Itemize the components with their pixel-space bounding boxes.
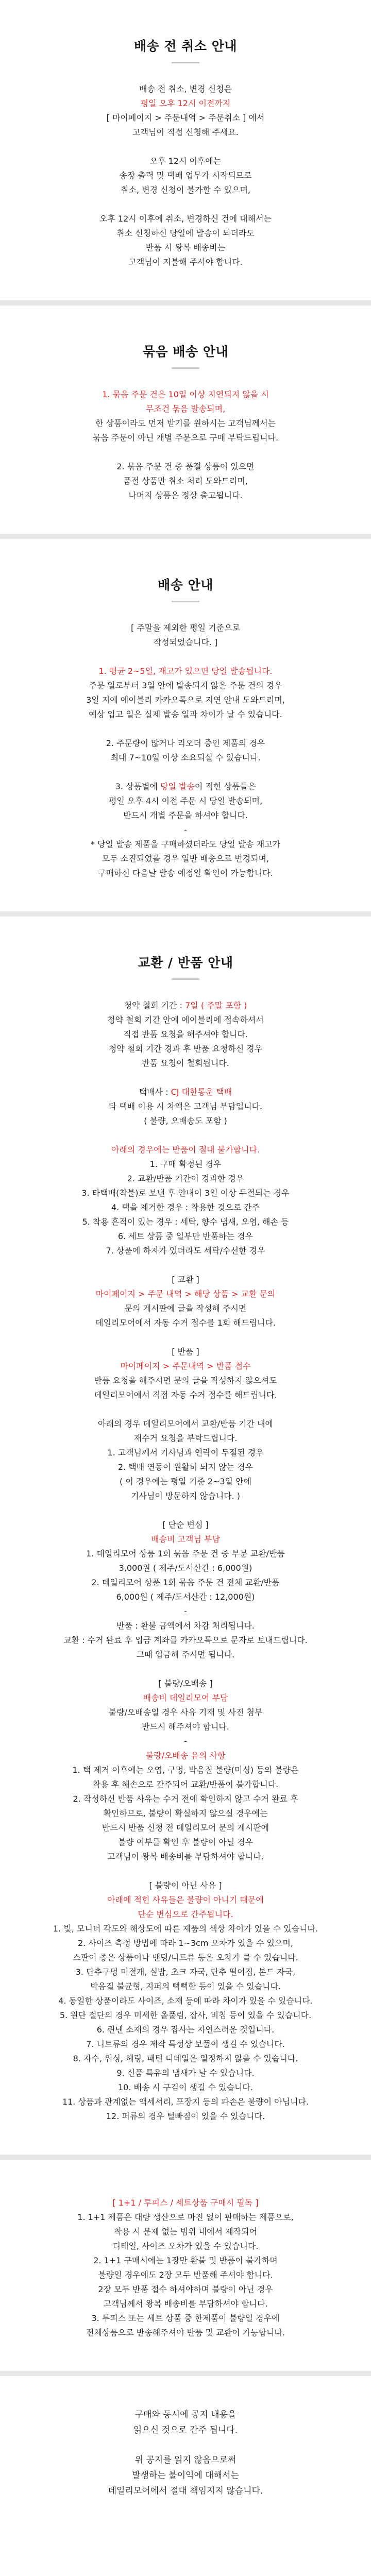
section-body-line: 배송비 데일리모어 부담 (143, 1693, 228, 1703)
section-body-line: 주문 일로부터 3일 안에 발송되지 않은 주문 건의 경우 (89, 681, 282, 690)
section-body-line: 6. 세트 상품 중 일부만 반품하는 경우 (117, 1231, 254, 1241)
section-body-line: 3. 상품별에 당일 발송이 적힌 상품들은 (115, 782, 256, 791)
section-body-line: 고객님이 왕복 배송비를 부담하셔야 합니다. (107, 1852, 264, 1861)
section-body-line: 불량/오배송 유의 사항 (145, 1751, 226, 1760)
section-body-line: 반품 요청을 해주시면 문의 글을 작성하지 않으셔도 (94, 1376, 277, 1385)
section-body-line (36, 1662, 335, 1676)
section-body-line: 한 상품이라도 먼저 받기를 원하시는 고객님께서는 (95, 418, 276, 428)
section-body-line: 7. 상품에 하자가 있더라도 세탁/수선한 경우 (106, 1246, 265, 1256)
section-body-line: 2. 작성하신 반품 사유는 수거 전에 확인하지 않고 수거 완료 후 (73, 1794, 298, 1804)
section-body-line: 반품 요청이 철회됩니다. (142, 1058, 229, 1068)
notice-section-s4 (0, 917, 371, 2155)
section-body-line: 배송비 고객님 부담 (151, 1534, 220, 1544)
section-body-line: 2. 묶음 주문 건 중 품절 상품이 있으면 (116, 462, 255, 471)
section-title: 배송 안내 (158, 578, 213, 592)
footer-line: 읽으신 것으로 간주 됩니다. (133, 2425, 238, 2435)
section-body-line: 12. 퍼류의 경우 털빠짐이 있을 수 있습니다. (106, 2111, 265, 2121)
section-body-line: 1. 평균 2~5일, 재고가 있으면 당일 발송됩니다. (98, 666, 273, 676)
section-body-line: 예상 입고 일은 실제 발송 일과 차이가 날 수 있습니다. (89, 709, 282, 719)
section-body-line (36, 1330, 335, 1345)
section-body-line: 4. 택을 제거한 경우 : 착용한 것으로 간주 (111, 1202, 260, 1212)
notice-section-s5 (0, 2160, 371, 2371)
section-body-line: 청약 철회 기간 : 7일 ( 주말 포함 ) (124, 1001, 247, 1010)
section-body-line: 착용 시 문제 없는 범위 내에서 제작되어 (114, 2227, 257, 2236)
section-body-line: [ 1+1 / 투피스 / 세트상품 구매시 필독 ] (112, 2198, 259, 2208)
section-body (0, 387, 371, 503)
section-body-line: 3. 단추구멍 미절개, 실밥, 초크 자국, 단추 떨어짐, 본드 자국, (75, 1967, 296, 1977)
section-body-line (36, 445, 335, 460)
section-body-line (36, 650, 335, 664)
section-body-line: 모두 소진되었을 경우 일반 배송으로 변경되며, (102, 854, 269, 863)
section-body-line: 청약 철회 기간 경과 후 반품 요청하신 경우 (108, 1044, 263, 1054)
section-body-line: 확인하므로, 불량이 확실하지 않으실 경우에는 (103, 1808, 268, 1818)
section-body-line: 반품 : 환불 금액에서 차감 처리됩니다. (116, 1621, 255, 1631)
section-body-line: 택배사 : CJ 대한통운 택배 (139, 1087, 232, 1097)
section-body-line: 2. 데일리모어 상품 1회 묶음 주문 건 전체 교환/반품 (91, 1578, 280, 1587)
section-body-line: 반드시 해주셔야 합니다. (142, 1722, 229, 1732)
section-body-line: 7. 니트류의 경우 제작 특성상 보풀이 생길 수 있습니다. (86, 2039, 285, 2049)
section-body-line: 3일 지에 에이블리 카카오톡으로 지연 안내 도와드리며, (86, 695, 285, 705)
section-body-line: 아래의 경우 데일리모어에서 교환/반품 기간 내에 (98, 1419, 273, 1429)
section-body-line: 고객님이 지불해 주셔야 합니다. (128, 257, 243, 267)
section-body-line: 평일 오후 12시 이전까지 (140, 98, 231, 108)
section-body-line: 마이페이지 > 주문내역 > 반품 접수 (120, 1361, 251, 1371)
section-body-line: 10. 배송 시 구김이 생길 수 있습니다. (118, 2082, 253, 2092)
section-title: 교환 / 반품 안내 (138, 955, 233, 970)
section-body-line (36, 1402, 335, 1417)
section-body-line: 오후 12시 이후에는 (149, 156, 222, 166)
section-body-line: 2. 주문량이 많거나 리오더 중인 제품의 경우 (106, 738, 265, 748)
section-divider (0, 534, 371, 539)
footer-notice (0, 2376, 371, 2530)
section-body-line: 착용 후 해손으로 간주되어 교환/반품이 불가합니다. (92, 1780, 279, 1789)
section-body-line: 기사님이 방문하지 않습니다. ) (130, 1491, 241, 1501)
section-divider (0, 911, 371, 917)
section-body-line: [ 주말을 제외한 평일 기준으로 (130, 623, 241, 633)
section-body-line: 고객님께서 왕복 배송비를 부담하셔야 합니다. (103, 2299, 268, 2309)
section-body (0, 998, 371, 2124)
section-body-line: 1. 고객님께서 기사님과 연락이 두절된 경우 (107, 1448, 264, 1458)
section-body-line: 불량일 경우에도 2장 모두 반품해 주셔야 합니다. (98, 2270, 273, 2280)
section-body-line: 6. 린넨 소재의 경우 잡사는 자연스러운 것입니다. (96, 2025, 275, 2035)
footer-line: 발생하는 불이익에 대해서는 (132, 2470, 239, 2481)
section-body-line (36, 1864, 335, 1878)
section-body-line (36, 197, 335, 212)
section-body-line: * 당일 발송 제품을 구매하셨더라도 당일 발송 재고가 (90, 839, 281, 849)
section-body-line: 8. 자수, 워싱, 헤링, 패턴 디테일은 일정하지 않을 수 있습니다. (73, 2054, 298, 2063)
section-body-line (36, 765, 335, 779)
footer-line: 구매와 동시에 공지 내용을 (134, 2410, 237, 2420)
title-underline (172, 367, 199, 369)
section-body-line: 청약 철회 기간 안에 에이블리에 접속하셔서 (107, 1015, 264, 1025)
section-body-line: 1. 데일리모어 상품 1회 묶음 주문 건 중 부분 교환/반품 (86, 1549, 285, 1558)
section-body-line: 교환 : 수거 완료 후 입금 계좌를 카카오톡으로 문자로 보내드립니다. (63, 1635, 308, 1645)
section-body-line: 2. 택배 연동이 원활히 되지 않는 경우 (117, 1462, 254, 1472)
section-body-line: 반드시 반품 신청 전 데일리모어 문의 게시판에 (102, 1823, 269, 1833)
section-body-line: 불량 여부를 확인 후 불량이 아닐 경우 (117, 1837, 254, 1847)
section-body-line: - (184, 1736, 187, 1746)
title-underline (172, 62, 199, 63)
title-underline (172, 601, 199, 602)
section-body-line: 1. 1+1 제품은 대량 생산으로 마진 없이 판매하는 제품으로, (77, 2212, 294, 2222)
section-title: 배송 전 취소 안내 (133, 39, 238, 54)
section-body-line (36, 722, 335, 736)
section-title: 묶음 배송 안내 (142, 344, 229, 359)
section-body-line: 타 택배 이용 시 차액은 고객님 부담입니다. (108, 1101, 263, 1111)
section-body-line: 6,000원 ( 제주/도서산간 : 12,000원) (116, 1592, 255, 1602)
section-divider (0, 2371, 371, 2376)
section-body-line: 1. 빛, 모니터 각도와 해상도에 따른 제품의 색상 차이가 있을 수 있습니다. (53, 1924, 318, 1934)
section-body-line: 2. 교환/반품 기간이 경과한 경우 (127, 1174, 244, 1183)
section-body-line: 5. 원단 절단의 경우 미세한 올풀림, 잡사, 비침 등이 있을 수 있습니다. (59, 2010, 312, 2020)
section-body-line: 취소 신청하신 당일에 발송이 되더라도 (116, 228, 255, 238)
section-body-line: 무조건 묶음 발송되며, (145, 404, 226, 414)
section-body-line: 배송 전 취소, 변경 신청은 (139, 84, 232, 94)
section-body-line: 2장 모두 반품 접수 하셔야하며 불량이 아닌 경우 (98, 2284, 273, 2294)
section-body (0, 621, 371, 880)
section-body-line: ( 이 경우에는 평일 기준 2~3일 안에 (120, 1477, 251, 1486)
section-body-line (36, 1258, 335, 1273)
section-body-line: 5. 착용 흔적이 있는 경우 : 세탁, 향수 냄새, 오염, 해손 등 (82, 1217, 289, 1227)
section-body-line: 최대 7~10일 이상 소요되실 수 있습니다. (110, 753, 261, 762)
section-body-line: 2. 사이즈 측정 방법에 따라 1~3cm 오차가 있을 수 있으며, (78, 1938, 293, 1948)
section-body-line: [ 단순 변심 ] (162, 1520, 209, 1530)
section-body-line: 9. 신품 특유의 냄새가 날 수 있습니다. (116, 2068, 255, 2078)
section-body-line: [ 반품 ] (172, 1347, 199, 1357)
section-body (0, 82, 371, 269)
section-body-line: 직접 반품 요청을 해주셔야 합니다. (123, 1029, 248, 1039)
section-body-line: - (184, 825, 187, 835)
section-body-line: 반드시 개별 주문을 하셔야 합니다. (123, 810, 248, 820)
section-body-line: 품절 상품만 취소 처리 도와드리며, (123, 476, 248, 486)
section-body-line: 그때 입금해 주시면 됩니다. (136, 1650, 235, 1659)
section-body-line (36, 1128, 335, 1143)
section-body-line: 2. 1+1 구매시에는 1장만 환불 및 반품이 불가하며 (93, 2256, 278, 2265)
section-body-line: - (184, 1606, 187, 1616)
section-body (0, 2196, 371, 2340)
section-body-line: 고객님이 직접 신청해 주세요. (132, 127, 239, 137)
notice-section-s2 (0, 306, 371, 534)
section-body-line: 아래의 경우에는 반품이 절대 불가합니다. (111, 1145, 260, 1155)
notice-section-s3 (0, 539, 371, 911)
section-divider (0, 300, 371, 306)
section-body-line: [ 교환 ] (172, 1275, 199, 1284)
section-body-line: 구매하신 다음날 발송 예정일 확인이 가능합니다. (98, 868, 273, 878)
section-body-line: 1. 택 제거 이후에는 오염, 구멍, 박음질 불량(미싱) 등의 불량은 (72, 1765, 299, 1775)
section-body-line: 데일리모어에서 직접 자동 수거 접수를 해드립니다. (94, 1390, 277, 1400)
section-divider (0, 2155, 371, 2160)
section-body-line: 박음질 불균형, 지퍼의 뻑뻑함 등이 있을 수 있습니다. (90, 1981, 281, 1991)
section-body-line: 문의 게시판에 글을 작성해 주시면 (124, 1303, 247, 1313)
section-body-line: 디테일, 사이즈 오차가 있을 수 있습니다. (112, 2241, 259, 2251)
section-body-line: 반품 시 왕복 배송비는 (145, 243, 226, 252)
section-body-line: 오후 12시 이후에 취소, 변경하신 건에 대해서는 (99, 214, 272, 224)
section-body-line: 전체상품으로 반송해주셔야 반품 및 교환이 가능합니다. (86, 2328, 285, 2337)
section-body-line: 스판이 좋은 상품이나 밴딩/니트류 등은 오차가 클 수 있습니다. (73, 1953, 298, 1962)
section-body-line: 재수거 요청을 부탁드립니다. (133, 1433, 238, 1443)
section-body-line (36, 1503, 335, 1518)
section-body-line: 4. 동일한 상품이라도 사이즈, 소재 등에 따라 차이가 있을 수 있습니다. (58, 1996, 313, 2006)
section-body-line: [ 불량이 아닌 사유 ] (149, 1880, 222, 1890)
footer-line: 위 공지를 읽지 않음으로써 (134, 2455, 237, 2465)
section-body-line: 작성되었습니다. ] (153, 637, 218, 647)
section-body-line: 아래에 적힌 사유들은 불량이 아니기 때문에 (107, 1895, 264, 1905)
section-body-line: 단순 변심으로 간주됩니다. (138, 1909, 233, 1919)
section-body-line: 3,000원 ( 제주/도서산간 : 6,000원) (119, 1563, 252, 1573)
section-body-line: [ 불량/오배송 ] (158, 1679, 213, 1688)
footer-line: 데일리모어에서 절대 책임지지 않습니다. (108, 2486, 263, 2496)
section-body-line: 묶음 주문이 아닌 개별 주문으로 구매 부탁드립니다. (92, 433, 279, 443)
section-body-line: ( 불량, 오배송도 포함 ) (144, 1116, 227, 1126)
section-body-line: 3. 타택배(착불)로 보낸 후 안내이 3일 이상 두절되는 경우 (81, 1188, 290, 1198)
notice-section-s1 (0, 0, 371, 300)
section-body-line: 송장 출력 및 택배 업무가 시작되므로 (119, 171, 252, 180)
section-body-line (36, 1071, 335, 1085)
section-body-line: 3. 투피스 또는 세트 상품 중 한제품이 불량일 경우에 (91, 2313, 280, 2323)
section-body-line: 평일 오후 4시 이전 주문 시 당일 발송되며, (108, 796, 263, 806)
section-body-line: 불량/오배송일 경우 사유 기재 및 사진 첨부 (108, 1707, 263, 1717)
section-body-line: 데일리모어에서 자동 수거 접수를 1회 해드립니다. (95, 1318, 276, 1328)
section-body-line (36, 140, 335, 154)
section-body-line: 나머지 상품은 정상 출고됩니다. (128, 490, 243, 500)
section-body-line: 1. 구매 확정된 경우 (149, 1159, 222, 1169)
section-body-line: 마이페이지 > 주문 내역 > 해당 상품 > 교환 문의 (95, 1289, 276, 1299)
title-underline (172, 978, 199, 980)
section-body-line: [ 마이페이지 > 주문내역 > 주문취소 ] 에서 (106, 113, 265, 123)
section-body-line: 취소, 변경 신청이 불가할 수 있으며, (121, 185, 250, 195)
section-body-line: 1. 묶음 주문 건은 10일 이상 지연되지 않을 시 (102, 389, 269, 399)
section-body-line: 11. 상품과 관계없는 액세서리, 포장지 등의 파손은 불량이 아닙니다. (62, 2097, 309, 2107)
footer-line (36, 2438, 335, 2452)
